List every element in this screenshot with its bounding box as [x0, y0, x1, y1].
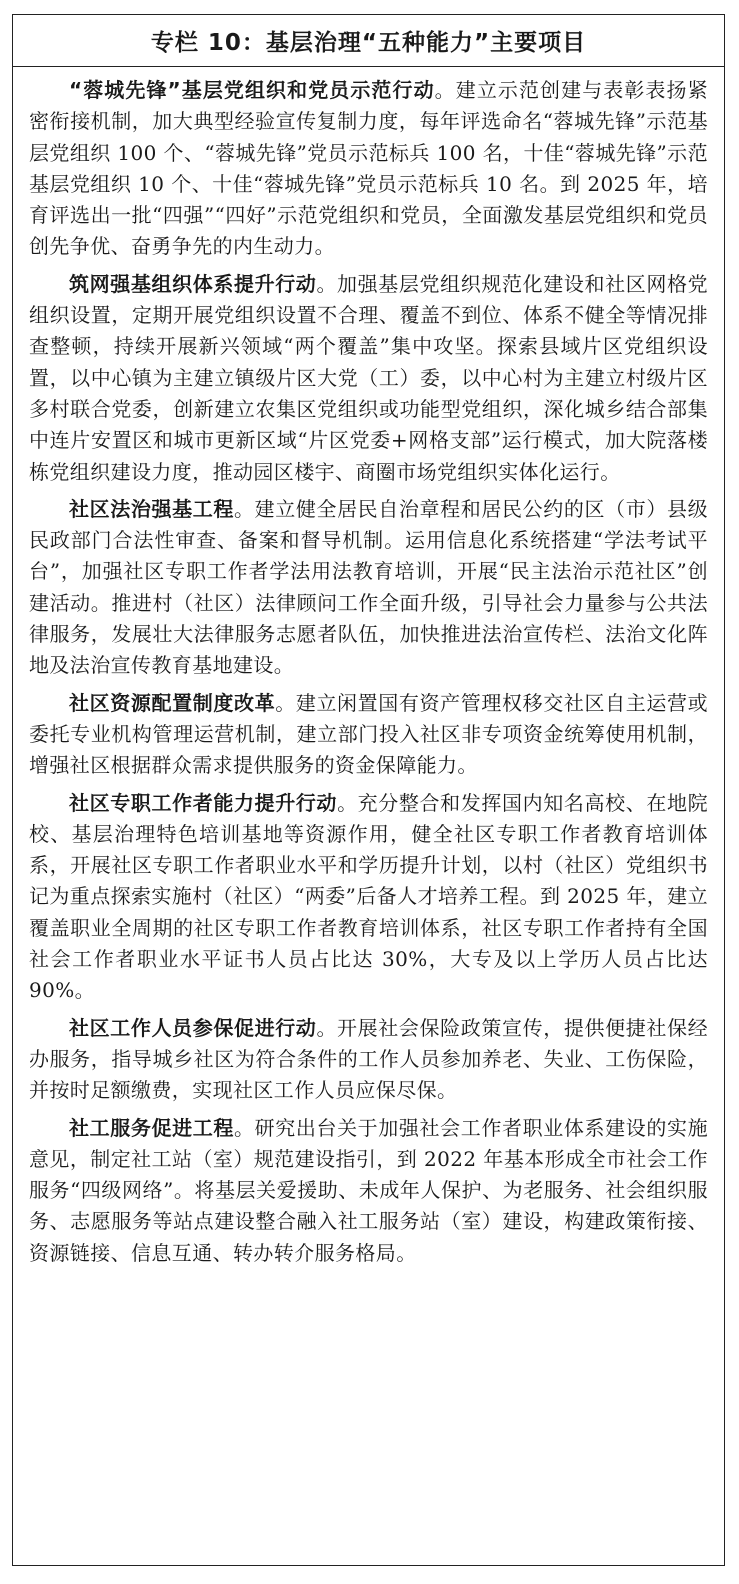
- paragraph-lead: 筑网强基组织体系提升行动: [69, 271, 317, 296]
- paragraph-lead: “蓉城先锋”基层党组织和党员示范行动: [69, 78, 435, 102]
- paragraph-lead: 社工服务促进工程: [69, 1115, 234, 1140]
- paragraph-party-model: [29, 75, 708, 263]
- paragraph-text: 。充分整合和发挥国内知名高校、在地院校、基层治理特色培训基地等资源作用，健全社区专职工作者教育培训体系，开展社区专职工作者职业水平和学历提升计划，以村（社区）党组织书记为重点探索实施村（社区）“两委”后备人才培养工程。到 2025 年，建立覆盖职业全周期的社区专职工作者教育培训体系，社区专职工作者持有全国社会工作者职业水平证书人员占比达 30%，大专及以上学历人员占比达 90%。: [29, 790, 708, 1003]
- paragraph-rule-of-law: [29, 494, 708, 682]
- paragraph-text: 。建立健全居民自治章程和居民公约的区（市）县级民政部门合法性审查、备案和督导机制。运用信息化系统搭建“学法考试平台”，加强社区专职工作者学法用法教育培训，开展“民主法治示范社区”创建活动。推进村（社区）法律顾问工作全面升级，引导社会力量参与公共法律服务，发展壮大法律服务志愿者队伍，加快推进法治宣传栏、法治文化阵地及法治宣传教育基地建设。: [29, 496, 709, 678]
- panel-header: [13, 15, 724, 67]
- panel-title: 专栏 10：基层治理“五种能力”主要项目: [150, 30, 587, 56]
- paragraph-text: 。建立示范创建与表彰表扬紧密衔接机制，加大典型经验宣传复制力度，每年评选命名“蓉城先锋”示范基层党组织 100 个、“蓉城先锋”党员示范标兵 100 名，十佳“蓉城先锋”示范基层党组织 10 个、十佳“蓉城先锋”党员示范标兵 10 名。到 2025 年，培育评选出一批“四强”“四好”示范党组织和党员，全面激发基层党组织和党员创先争优、奋勇争先的内生动力。: [29, 78, 708, 259]
- paragraph-lead: 社区法治强基工程: [69, 496, 234, 521]
- panel-body: [13, 67, 724, 1269]
- paragraph-text: 。建立闲置国有资产管理权移交社区自主运营或委托专业机构管理运营机制，建立部门投入社区非专项资金统筹使用机制，增强社区根据群众需求提供服务的资金保障能力。: [29, 690, 708, 778]
- paragraph-resource-reform: [29, 688, 708, 782]
- paragraph-lead: 社区专职工作者能力提升行动: [69, 790, 338, 815]
- project-panel: [12, 14, 725, 1566]
- paragraph-lead: 社区资源配置制度改革: [69, 690, 276, 715]
- paragraph-insurance: [29, 1013, 708, 1107]
- paragraph-worker-capability: [29, 788, 708, 1007]
- paragraph-organization-system: [29, 269, 708, 488]
- paragraph-text: 。研究出台关于加强社会工作者职业体系建设的实施意见，制定社工站（室）规范建设指引，到 2022 年基本形成全市社会工作服务“四级网络”。将基层关爱援助、未成年人保护、为老服务、社会组织服务、志愿服务等站点建设整合融入社工服务站（室）建设，构建政策衔接、资源链接、信息互通、转办转介服务格局。: [29, 1115, 709, 1265]
- paragraph-social-work: [29, 1113, 708, 1269]
- paragraph-text: 。开展社会保险政策宣传，提供便捷社保经办服务，指导城乡社区为符合条件的工作人员参加养老、失业、工伤保险，并按时足额缴费，实现社区工作人员应保尽保。: [29, 1015, 708, 1103]
- paragraph-lead: 社区工作人员参保促进行动: [69, 1015, 317, 1040]
- paragraph-text: 。加强基层党组织规范化建设和社区网格党组织设置，定期开展党组织设置不合理、覆盖不到位、体系不健全等情况排查整顿，持续开展新兴领域“两个覆盖”集中攻坚。探索县域片区党组织设置，以中心镇为主建立镇级片区大党（工）委，以中心村为主建立村级片区多村联合党委，创新建立农集区党组织或功能型党组织，深化城乡结合部集中连片安置区和城市更新区域“片区党委+网格支部”运行模式，加大院落楼栋党组织建设力度，推动园区楼宇、商圈市场党组织实体化运行。: [29, 271, 708, 484]
